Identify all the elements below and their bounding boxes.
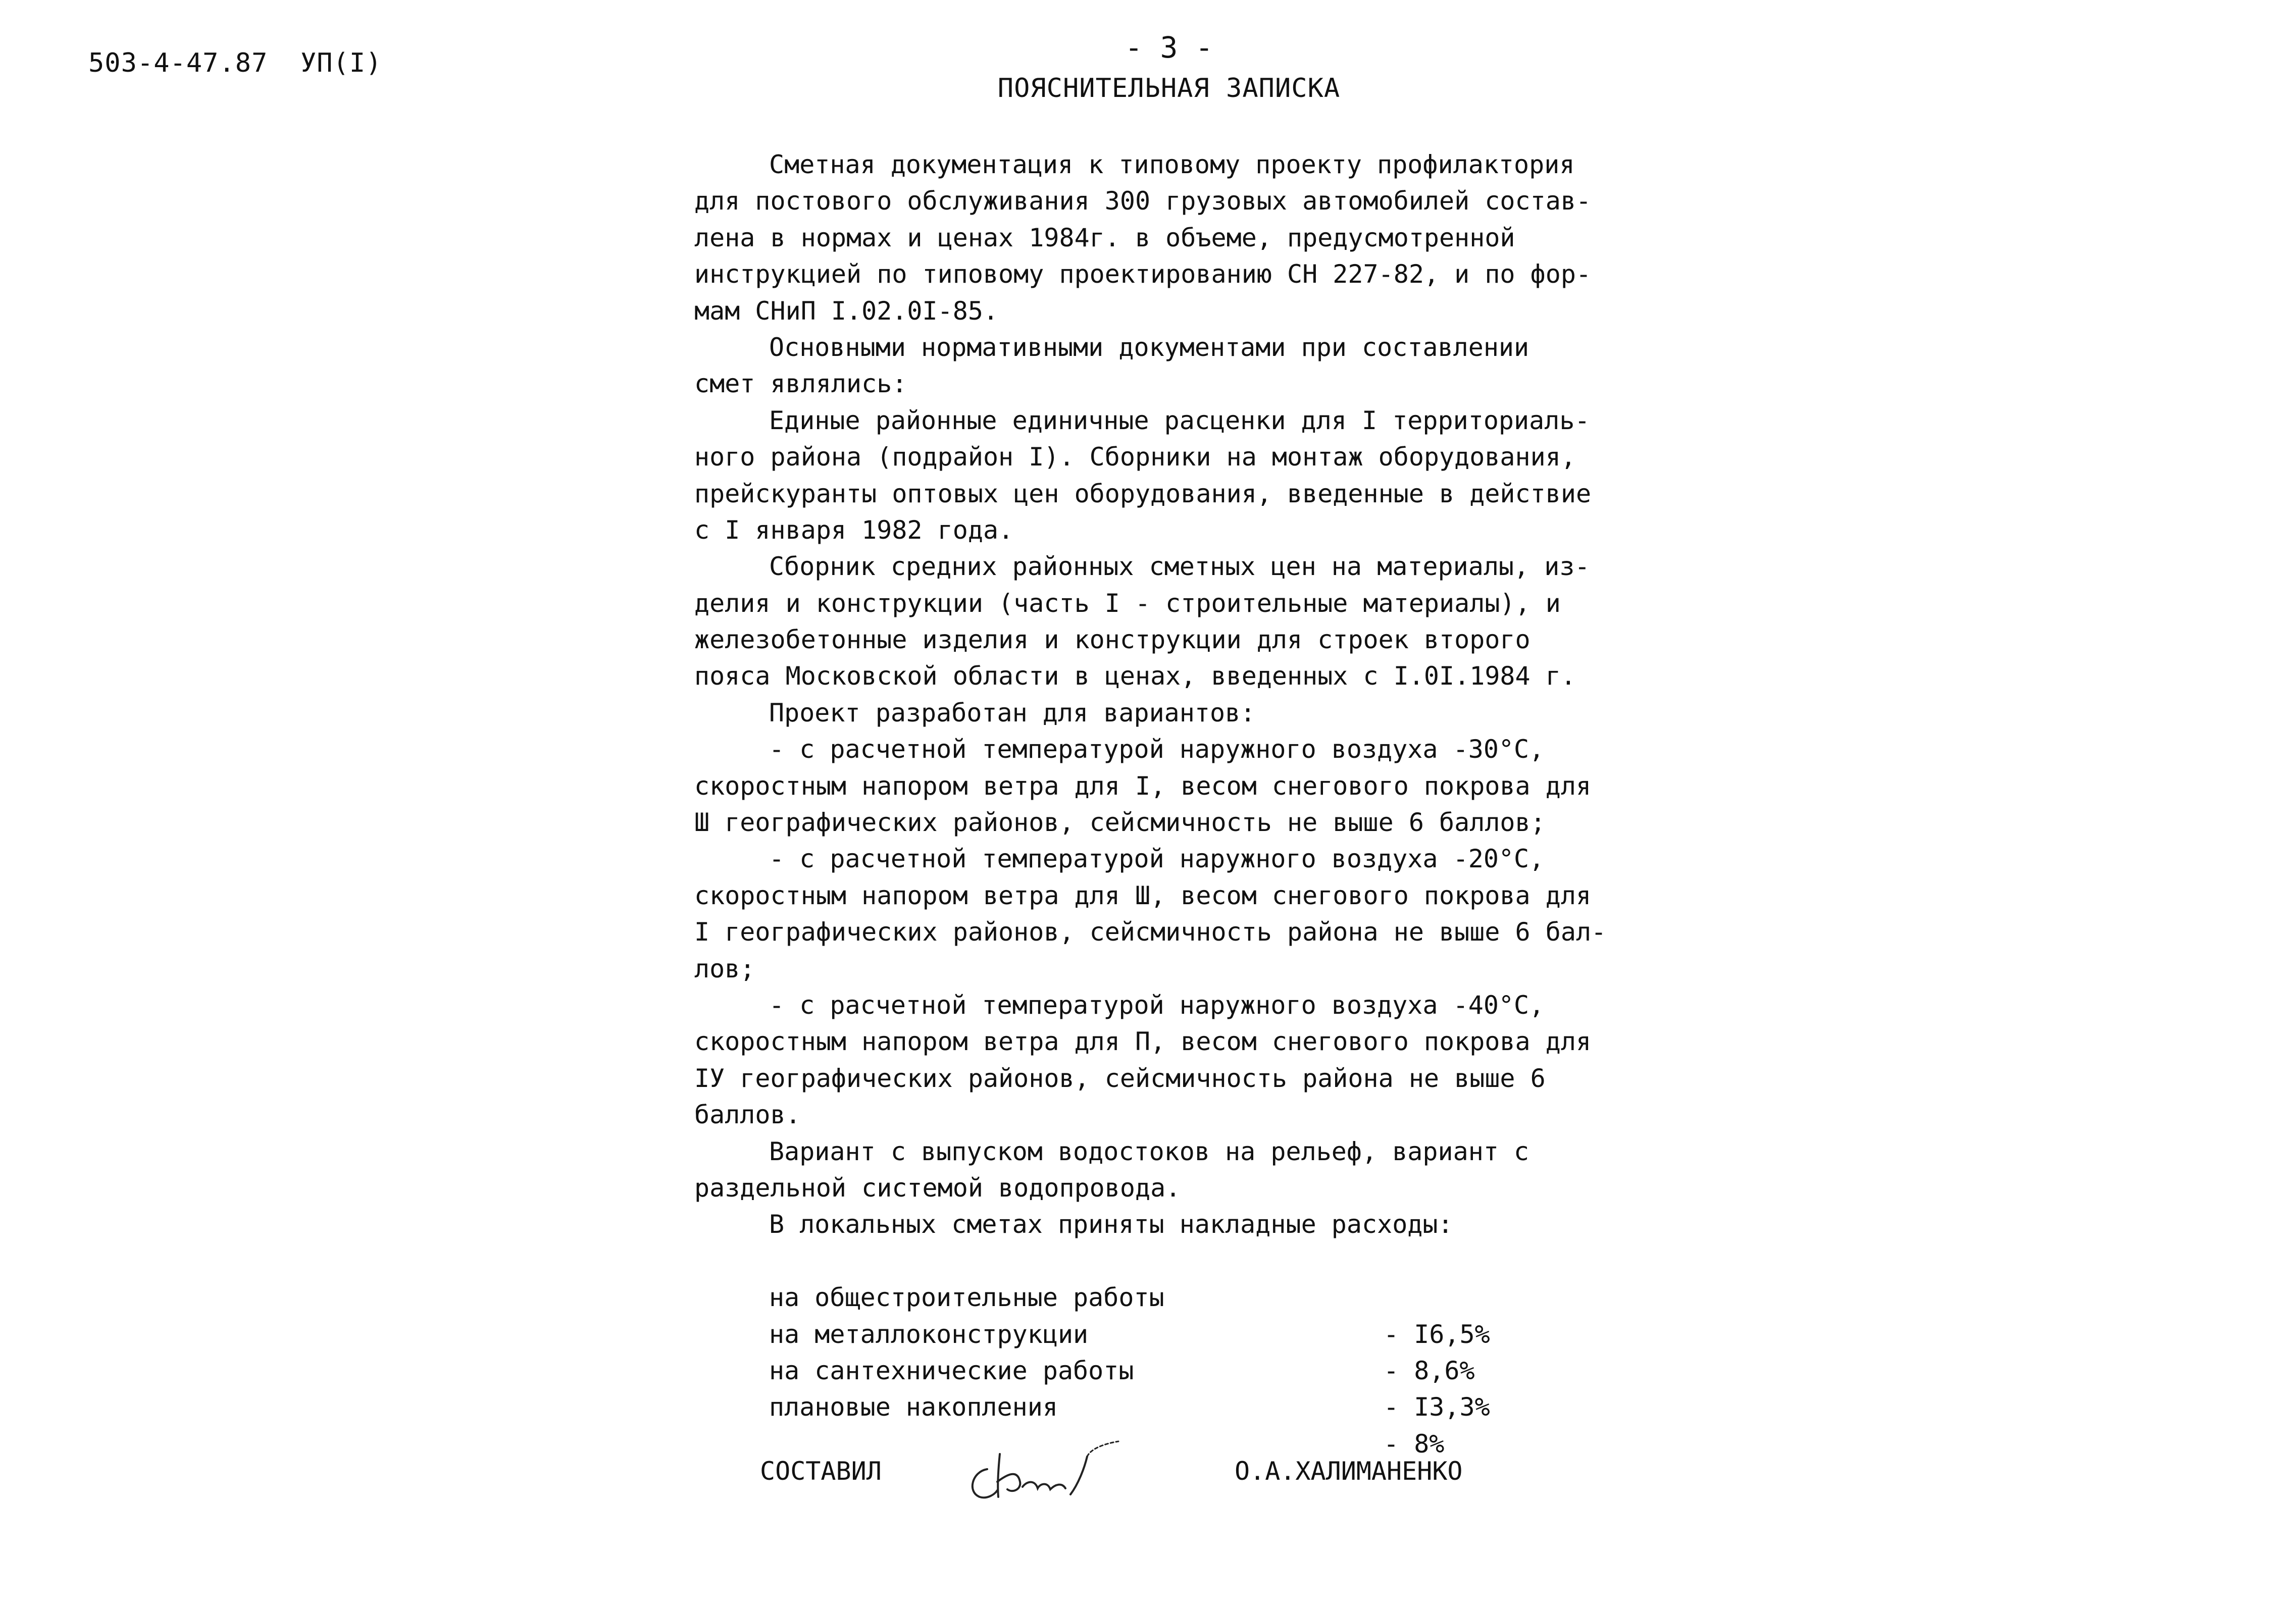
explanatory-note-body [694,146,1613,1459]
text-line: Сборник средних районных сметных цен на материалы, из- [769,552,1590,582]
text-line: скоростным напором ветра для I, весом снегового покрова для [694,771,1592,801]
page-number: - 3 - [1125,30,1213,65]
text-line: ного района (подрайон I). Сборники на монтаж оборудования, [694,442,1576,472]
compiler-name: О.А.ХАЛИМАНЕНКО [1235,1457,1463,1486]
overhead-label: плановые накопления [769,1392,1058,1422]
text-line: - с расчетной температурой наружного воздуха -40°С, [769,990,1545,1020]
handwritten-signature [952,1434,1144,1510]
text-line: IУ географических районов, сейсмичность района не выше 6 [694,1063,1546,1093]
text-line: лена в нормах и ценах 1984г. в объеме, предусмотренной [694,223,1515,252]
text-line: Основными нормативными документами при составлении [769,332,1529,362]
text-line: для постового обслуживания 300 грузовых автомобилей состав- [694,186,1592,216]
text-line: смет являлись: [694,369,907,399]
document-code: 503-4-47.87 УП(I) [88,48,382,78]
text-line: инструкцией по типовому проектированию СН 227-82, и по фор- [694,259,1592,289]
overhead-value: - 8,6% [1384,1356,1475,1385]
text-line: с I января 1982 года. [694,515,1014,545]
text-line: Ш географических районов, сейсмичность не выше 6 баллов; [694,808,1546,838]
text-line: мам СНиП I.02.0I-85. [694,296,999,326]
text-line: - с расчетной температурой наружного воздуха -30°С, [769,735,1545,764]
overhead-value: - 8% [1384,1429,1445,1459]
text-line: баллов. [694,1100,801,1130]
overhead-value: - I3,3% [1384,1392,1490,1422]
page-title: ПОЯСНИТЕЛЬНАЯ ЗАПИСКА [997,73,1341,103]
text-line: скоростным напором ветра для П, весом снегового покрова для [694,1027,1592,1057]
text-line: раздельной системой водопровода. [694,1173,1181,1203]
text-line: Вариант с выпуском водостоков на рельеф, вариант с [769,1136,1529,1166]
text-line: делия и конструкции (часть I - строительные материалы), и [694,588,1561,618]
text-line: Сметная документация к типовому проекту профилактория [769,150,1575,179]
overhead-label: на металлоконструкции [769,1319,1089,1349]
text-line: Единые районные единичные расценки для I территориаль- [769,405,1590,435]
text-line: скоростным напором ветра для Ш, весом снегового покрова для [694,880,1592,910]
text-line: пояса Московской области в ценах, введенных с I.0I.1984 г. [694,661,1576,691]
text-line: I географических районов, сейсмичность района не выше 6 бал- [694,917,1607,947]
overhead-label: на общестроительные работы [769,1283,1164,1313]
text-line: железобетонные изделия и конструкции для строек второго [694,625,1530,655]
signature-block [760,1434,1548,1515]
text-line: В локальных сметах приняты накладные расходы: [769,1210,1453,1239]
text-line: лов; [694,954,755,983]
overhead-value: - I6,5% [1384,1319,1490,1349]
overhead-label: на сантехнические работы [769,1356,1134,1385]
text-line: прейскуранты оптовых цен оборудования, введенные в действие [694,479,1592,508]
text-line: Проект разработан для вариантов: [769,698,1256,728]
text-line: - с расчетной температурой наружного воздуха -20°С, [769,844,1545,874]
compiled-by-label: СОСТАВИЛ [760,1457,882,1486]
